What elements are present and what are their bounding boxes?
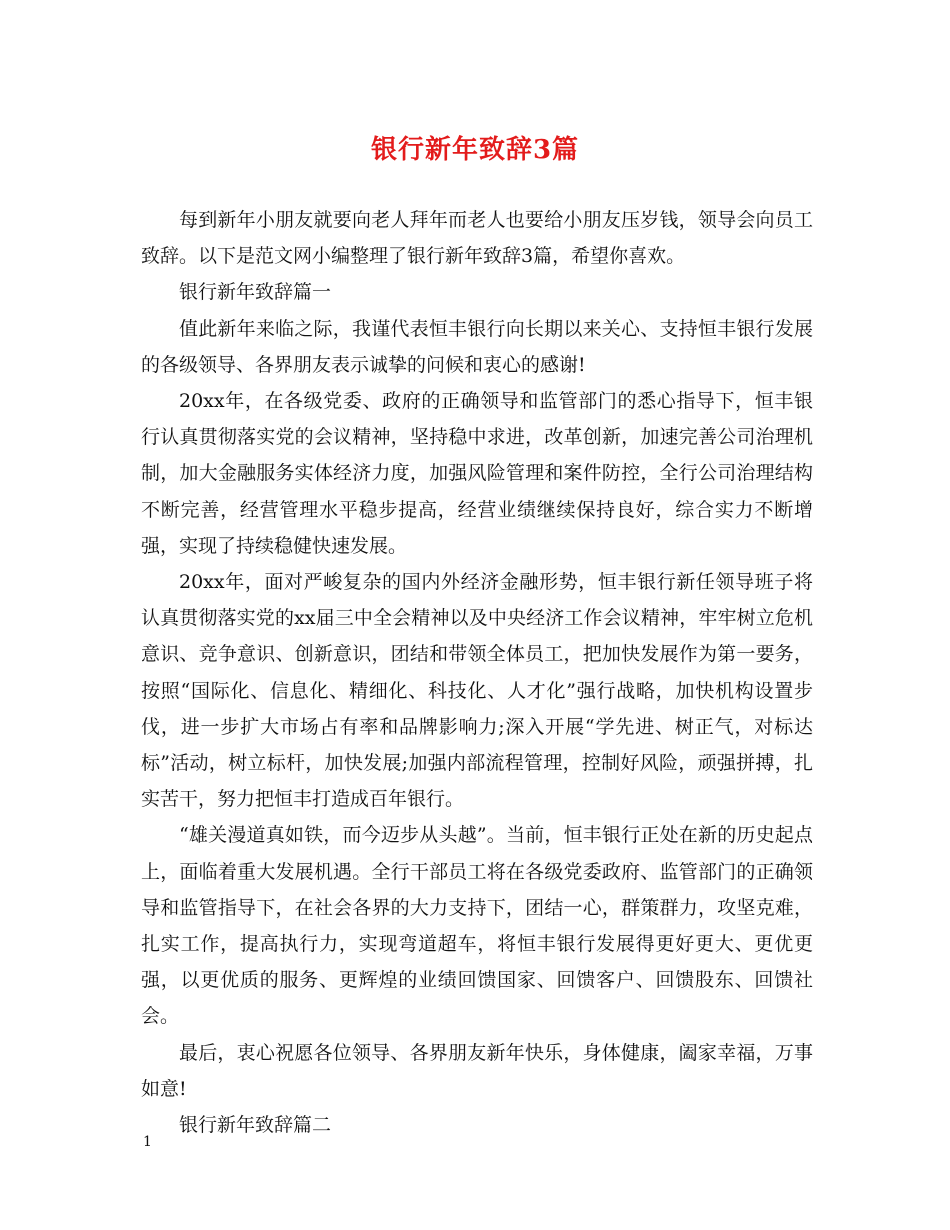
plan-paragraph: 20xx年，面对严峻复杂的国内外经济金融形势，恒丰银行新任领导班子将认真贯彻落实党的xx届三中全会精神以及中央经济工作会议精神，牢牢树立危机意识、竞争意识、创新意识，团结和带领全体员工，把加快发展作为第一要务，按照“国际化、信息化、精细化、科技化、人才化”强行战略，加快机构设置步伐，进一步扩大市场占有率和品牌影响力;深入开展“学先进、树正气，对标达标”活动，树立标杆，加快发展;加强内部流程管理，控制好风险，顽强拼搏，扎实苦干，努力把恒丰打造成百年银行。 <box>141 571 813 811</box>
greeting-paragraph: 值此新年来临之际，我谨代表恒丰银行向长期以来关心、支持恒丰银行发展的各级领导、各界朋友表示诚挚的问候和衷心的感谢! <box>141 317 813 376</box>
section-heading-two: 银行新年致辞篇二 <box>179 1114 332 1137</box>
outlook-paragraph: “雄关漫道真如铁，而今迈步从头越”。当前，恒丰银行正处在新的历史起点上，面临着重大发展机遇。全行干部员工将在各级党委政府、监管部门的正确领导和监管指导下，在社会各界的大力支持下，团结一心，群策群力，攻坚克难，扎实工作，提高执行力，实现弯道超车，将恒丰银行发展得更好更大、更优更强，以更优质的服务、更辉煌的业绩回馈国家、回馈客户、回馈股东、回馈社会。 <box>141 824 813 1028</box>
intro-paragraph: 每到新年小朋友就要向老人拜年而老人也要给小朋友压岁钱，领导会向员工致辞。以下是范文网小编整理了银行新年致辞3篇，希望你喜欢。 <box>141 209 813 268</box>
review-paragraph: 20xx年，在各级党委、政府的正确领导和监管部门的悉心指导下，恒丰银行认真贯彻落实党的会议精神，坚持稳中求进，改革创新，加速完善公司治理机制，加大金融服务实体经济力度，加强风险管理和案件防控，全行公司治理结构不断完善，经营管理水平稳步提高，经营业绩继续保持良好，综合实力不断增强，实现了持续稳健快速发展。 <box>141 390 813 557</box>
closing-paragraph: 最后，衷心祝愿各位领导、各界朋友新年快乐，身体健康，阖家幸福，万事如意! <box>141 1041 813 1100</box>
document-body <box>141 202 813 1143</box>
section-heading-one: 银行新年致辞篇一 <box>179 281 332 304</box>
page-number: 1 <box>143 1134 152 1150</box>
document-title: 银行新年致辞3篇 <box>370 135 580 165</box>
